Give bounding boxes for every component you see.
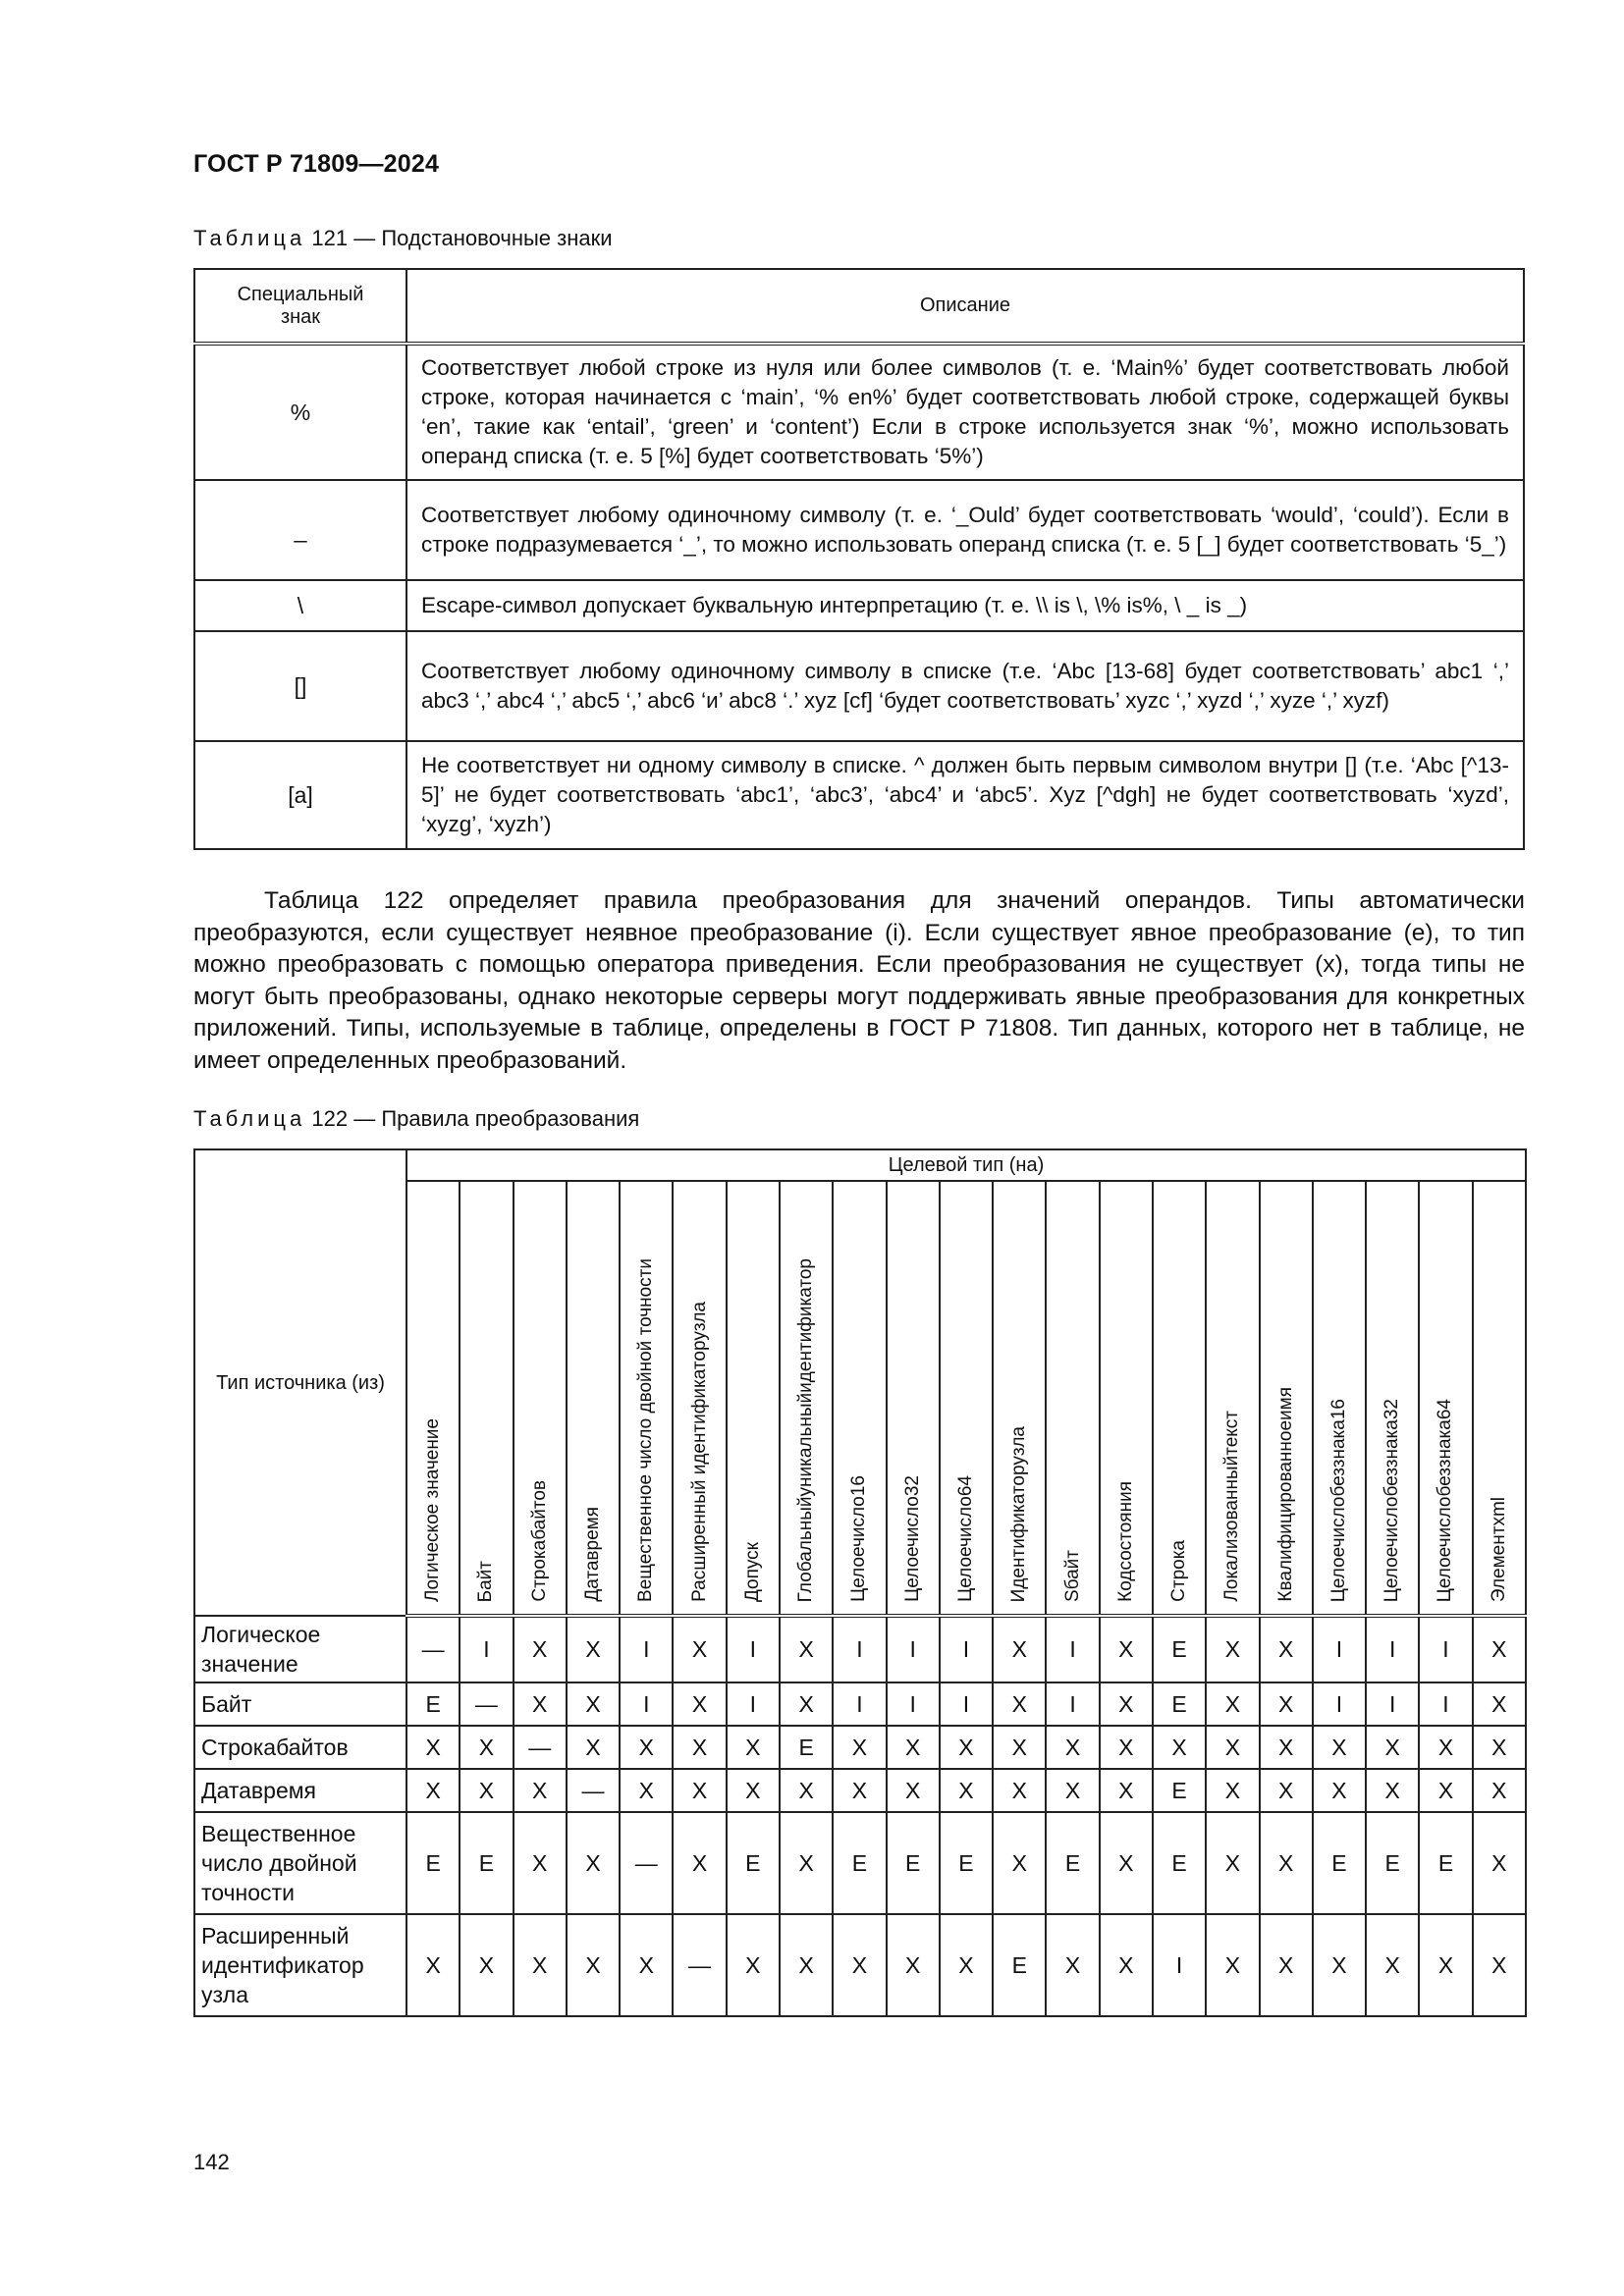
conversion-cell: X	[833, 1726, 886, 1769]
conversion-cell: X	[1366, 1726, 1419, 1769]
table-122-caption	[193, 1106, 639, 1132]
conversion-cell: —	[567, 1769, 620, 1812]
conversion-cell: X	[620, 1769, 673, 1812]
conversion-cell: X	[833, 1914, 886, 2016]
description-cell: Соответствует любому одиночному символу (т. е. ‘_Ould’ будет соответствовать ‘would’, ‘could’). Если в строке подразумевается ‘_’, то можно использовать операнд списка (т. е. 5 [_] будет соответствовать ‘5_’)	[406, 480, 1524, 580]
conversion-cell: X	[780, 1914, 833, 2016]
conversion-cell: E	[1153, 1769, 1206, 1812]
conversion-cell: E	[1313, 1812, 1366, 1914]
conversion-cell: X	[673, 1616, 726, 1682]
target-type-column-header	[406, 1181, 460, 1616]
conversion-cell: I	[833, 1616, 886, 1682]
conversion-cell: —	[460, 1682, 513, 1726]
target-type-column-header	[620, 1181, 673, 1616]
conversion-cell: I	[1046, 1616, 1099, 1682]
conversion-cell: X	[1260, 1769, 1313, 1812]
conversion-cell: E	[780, 1726, 833, 1769]
conversion-cell: X	[673, 1769, 726, 1812]
conversion-row	[194, 1812, 1526, 1914]
conversion-cell: X	[567, 1726, 620, 1769]
wildcard-row	[194, 580, 1524, 631]
conversion-cell: —	[673, 1914, 726, 2016]
conversion-cell: I	[727, 1682, 780, 1726]
conversion-cell: E	[406, 1682, 460, 1726]
conversion-cell: X	[993, 1726, 1046, 1769]
conversion-row	[194, 1726, 1526, 1769]
column-label: Квалифицированноеимя	[1274, 1387, 1296, 1602]
conversion-cell: X	[1313, 1769, 1366, 1812]
source-type-label: Датавремя	[194, 1769, 406, 1812]
conversion-cell: X	[1100, 1682, 1153, 1726]
conversion-cell: X	[620, 1914, 673, 2016]
conversion-row	[194, 1682, 1526, 1726]
conversion-cell: X	[780, 1616, 833, 1682]
source-type-header: Тип источника (из)	[194, 1149, 406, 1616]
header-description: Описание	[406, 269, 1524, 344]
conversion-cell: I	[940, 1682, 993, 1726]
special-symbol-cell: _	[194, 480, 406, 580]
conversion-cell: X	[1206, 1726, 1259, 1769]
special-symbol-cell: []	[194, 631, 406, 741]
conversion-cell: X	[567, 1616, 620, 1682]
conversion-cell: X	[1366, 1914, 1419, 2016]
wildcard-row	[194, 631, 1524, 741]
conversion-cell: E	[993, 1914, 1046, 2016]
conversion-cell: X	[780, 1769, 833, 1812]
column-label: Байт	[475, 1560, 497, 1602]
conversion-cell: X	[1473, 1682, 1526, 1726]
column-label: Целоечисло64	[954, 1475, 976, 1602]
special-symbol-cell: %	[194, 344, 406, 480]
target-type-column-header	[1419, 1181, 1472, 1616]
wildcard-row	[194, 480, 1524, 580]
description-cell: Escape-символ допускает буквальную интерпретацию (т. е. \\ is \, \% is%, \ _ is _)	[406, 580, 1524, 631]
conversion-cell: X	[1260, 1726, 1313, 1769]
conversion-cell: X	[887, 1769, 940, 1812]
column-label: Элементxml	[1488, 1496, 1509, 1602]
conversion-cell: X	[673, 1726, 726, 1769]
wildcard-row	[194, 741, 1524, 849]
conversion-cell: I	[620, 1682, 673, 1726]
conversion-cell: X	[833, 1769, 886, 1812]
conversion-cell: X	[727, 1769, 780, 1812]
conversion-cell: X	[1473, 1726, 1526, 1769]
conversion-cell: X	[887, 1914, 940, 2016]
conversion-cell: X	[1260, 1812, 1313, 1914]
conversion-cell: —	[406, 1616, 460, 1682]
column-label: Глобальныйуникальныйидентификатор	[795, 1257, 817, 1602]
conversion-cell: X	[673, 1812, 726, 1914]
conversion-cell: X	[1100, 1616, 1153, 1682]
column-label: Расширенный идентификаторузла	[688, 1302, 710, 1602]
conversion-cell: X	[567, 1682, 620, 1726]
column-label: Допуск	[741, 1541, 763, 1602]
conversion-cell: X	[514, 1769, 567, 1812]
conversion-cell: I	[887, 1682, 940, 1726]
column-label: Целоечисло32	[901, 1475, 923, 1602]
target-type-column-header	[1100, 1181, 1153, 1616]
conversion-cell: —	[514, 1726, 567, 1769]
conversion-cell: I	[1366, 1616, 1419, 1682]
conversion-cell: I	[1153, 1914, 1206, 2016]
column-label: Sбайт	[1061, 1549, 1083, 1602]
conversion-cell: X	[514, 1812, 567, 1914]
conversion-cell: X	[1046, 1769, 1099, 1812]
conversion-cell: X	[1206, 1914, 1259, 2016]
conversion-cell: X	[1260, 1682, 1313, 1726]
column-label: Датавремя	[581, 1507, 603, 1602]
header-special-symbol: Специальный знак	[194, 269, 406, 344]
conversion-cell: X	[406, 1769, 460, 1812]
column-label: Целоечислобеззнака16	[1327, 1398, 1349, 1602]
conversion-cell: I	[940, 1616, 993, 1682]
column-label: Строкабайтов	[528, 1480, 550, 1602]
conversion-rules-table	[193, 1148, 1527, 2017]
conversion-cell: —	[620, 1812, 673, 1914]
conversion-cell: I	[1313, 1616, 1366, 1682]
conversion-cell: X	[567, 1812, 620, 1914]
conversion-cell: E	[727, 1812, 780, 1914]
conversion-cell: X	[993, 1682, 1046, 1726]
target-type-column-header	[1260, 1181, 1313, 1616]
conversion-cell: X	[727, 1914, 780, 2016]
special-symbol-cell: \	[194, 580, 406, 631]
caption-text: 121 — Подстановочные знаки	[311, 226, 613, 250]
conversion-cell: X	[1100, 1812, 1153, 1914]
source-type-label: Строкабайтов	[194, 1726, 406, 1769]
conversion-cell: E	[833, 1812, 886, 1914]
conversion-cell: I	[1419, 1682, 1472, 1726]
column-label: Строка	[1168, 1540, 1190, 1602]
conversion-cell: X	[1206, 1812, 1259, 1914]
document-header: ГОСТ Р 71809—2024	[193, 150, 440, 178]
conversion-row	[194, 1616, 1526, 1682]
body-paragraph: Таблица 122 определяет правила преобразования для значений операндов. Типы автоматически преобразуются, если существует неявное преобразование (i). Если существует явное преобразование (e), то тип можно преобразовать с помощью оператора приведения. Если преобразования не существует (x), тогда типы не могут быть преобразованы, однако некоторые серверы могут поддерживать явные преобразования для конкретных приложений. Типы, используемые в таблице, определены в ГОСТ Р 71808. Тип данных, которого нет в таблице, не имеет определенных преобразований.	[193, 887, 1525, 1074]
target-type-column-header	[887, 1181, 940, 1616]
conversion-cell: E	[1366, 1812, 1419, 1914]
column-label: Целоечисло16	[848, 1475, 870, 1602]
conversion-cell: X	[1206, 1769, 1259, 1812]
conversion-cell: X	[1206, 1682, 1259, 1726]
conversion-cell: X	[993, 1769, 1046, 1812]
conversion-row	[194, 1914, 1526, 2016]
conversion-cell: X	[514, 1682, 567, 1726]
target-type-column-header	[1206, 1181, 1259, 1616]
source-type-label: Вещественное число двойной точности	[194, 1812, 406, 1914]
conversion-cell: E	[940, 1812, 993, 1914]
conversion-cell: E	[1046, 1812, 1099, 1914]
conversion-cell: X	[727, 1726, 780, 1769]
description-cell: Соответствует любой строке из нуля или более символов (т. е. ‘Main%’ будет соответствовать любой строке, которая начинается с ‘main’, ‘% en%’ будет соответствовать любой строке, содержащей буквы ‘en’, такие как ‘entail’, ‘green’ и ‘content’) Если в строке используется знак ‘%’, можно использовать операнд списка (т. е. 5 [%] будет соответствовать ‘5%’)	[406, 344, 1524, 480]
page-number: 142	[193, 2150, 230, 2174]
conversion-cell: X	[1100, 1914, 1153, 2016]
conversion-cell: E	[1153, 1682, 1206, 1726]
conversion-cell: I	[833, 1682, 886, 1726]
conversion-cell: X	[1100, 1769, 1153, 1812]
conversion-cell: X	[460, 1769, 513, 1812]
conversion-cell: X	[1313, 1726, 1366, 1769]
conversion-cell: E	[460, 1812, 513, 1914]
table-121-caption	[193, 226, 613, 251]
conversion-cell: X	[1366, 1769, 1419, 1812]
column-label: Локализованныйтекст	[1221, 1411, 1243, 1602]
conversion-cell: X	[406, 1914, 460, 2016]
column-label: Целоечислобеззнака64	[1435, 1398, 1456, 1602]
column-label: Идентификаторузла	[1008, 1425, 1030, 1602]
conversion-cell: E	[887, 1812, 940, 1914]
conversion-cell: I	[1366, 1682, 1419, 1726]
conversion-cell: X	[406, 1726, 460, 1769]
target-type-column-header	[993, 1181, 1046, 1616]
conversion-cell: X	[1100, 1726, 1153, 1769]
conversion-cell: X	[940, 1914, 993, 2016]
caption-label: Таблица	[193, 226, 306, 250]
conversion-cell: X	[1313, 1914, 1366, 2016]
conversion-cell: X	[460, 1914, 513, 2016]
source-type-label: Расширенный идентификатор узла	[194, 1914, 406, 2016]
conversion-cell: E	[406, 1812, 460, 1914]
target-type-column-header	[514, 1181, 567, 1616]
conversion-cell: X	[1473, 1812, 1526, 1914]
conversion-cell: X	[1473, 1914, 1526, 2016]
conversion-cell: E	[1153, 1812, 1206, 1914]
description-cell: Не соответствует ни одному символу в списке. ^ должен быть первым символом внутри [] (т.е. ‘Abc [^13-5]’ не будет соответствовать ‘abc1’, ‘abc3’, ‘abc4’ и ‘abc5’. Xyz [^dgh] не будет соответствовать ‘xyzd’, ‘xyzg’, ‘xyzh’)	[406, 741, 1524, 849]
conversion-cell: X	[1206, 1616, 1259, 1682]
target-type-header: Целевой тип (на)	[406, 1149, 1526, 1181]
conversion-cell: X	[780, 1812, 833, 1914]
column-label: Вещественное число двойной точности	[635, 1258, 657, 1602]
conversion-cell: X	[1473, 1616, 1526, 1682]
conversion-cell: X	[1419, 1726, 1472, 1769]
conversion-cell: I	[460, 1616, 513, 1682]
conversion-cell: X	[993, 1812, 1046, 1914]
conversion-cell: I	[887, 1616, 940, 1682]
target-type-column-header	[567, 1181, 620, 1616]
conversion-cell: X	[1419, 1769, 1472, 1812]
target-type-column-header	[780, 1181, 833, 1616]
target-type-column-header	[673, 1181, 726, 1616]
column-label: Целоечислобеззнака32	[1381, 1398, 1403, 1602]
conversion-cell: I	[1419, 1616, 1472, 1682]
conversion-cell: X	[887, 1726, 940, 1769]
conversion-cell: X	[1419, 1914, 1472, 2016]
conversion-cell: X	[1046, 1726, 1099, 1769]
conversion-cell: X	[514, 1914, 567, 2016]
conversion-cell: E	[1153, 1616, 1206, 1682]
wildcard-row	[194, 344, 1524, 480]
source-type-label: Логическое значение	[194, 1616, 406, 1682]
target-type-column-header	[460, 1181, 513, 1616]
conversion-cell: I	[1313, 1682, 1366, 1726]
target-type-column-header	[1046, 1181, 1099, 1616]
target-type-column-header	[1473, 1181, 1526, 1616]
wildcards-table	[193, 268, 1525, 850]
target-type-column-header	[833, 1181, 886, 1616]
target-type-column-header	[1153, 1181, 1206, 1616]
conversion-cell: X	[940, 1769, 993, 1812]
conversion-cell: X	[1473, 1769, 1526, 1812]
conversion-cell: I	[1046, 1682, 1099, 1726]
target-type-column-header	[727, 1181, 780, 1616]
conversion-row	[194, 1769, 1526, 1812]
conversion-cell: X	[1046, 1914, 1099, 2016]
target-type-column-header	[940, 1181, 993, 1616]
conversion-cell: X	[780, 1682, 833, 1726]
conversion-cell: X	[567, 1914, 620, 2016]
caption-label: Таблица	[193, 1106, 306, 1131]
column-label: Логическое значение	[422, 1418, 444, 1602]
special-symbol-cell: [a]	[194, 741, 406, 849]
conversion-cell: X	[1153, 1726, 1206, 1769]
conversion-cell: E	[1419, 1812, 1472, 1914]
conversion-cell: X	[514, 1616, 567, 1682]
conversion-cell: X	[673, 1682, 726, 1726]
caption-text: 122 — Правила преобразования	[311, 1106, 640, 1131]
conversion-cell: I	[727, 1616, 780, 1682]
conversion-cell: X	[993, 1616, 1046, 1682]
conversion-cell: I	[620, 1616, 673, 1682]
description-cell: Соответствует любому одиночному символу в списке (т.е. ‘Abc [13-68] будет соответствовать’ abc1 ‘,’ abc3 ‘,’ abc4 ‘,’ abc5 ‘,’ abc6 ‘и’ abc8 ‘.’ xyz [cf] ‘будет соответствовать’ xyzc ‘,’ xyzd ‘,’ xyze ‘,’ xyzf)	[406, 631, 1524, 741]
conversion-cell: X	[620, 1726, 673, 1769]
target-type-column-header	[1366, 1181, 1419, 1616]
target-type-column-header	[1313, 1181, 1366, 1616]
conversion-cell: X	[1260, 1914, 1313, 2016]
conversion-cell: X	[940, 1726, 993, 1769]
conversion-cell: X	[460, 1726, 513, 1769]
source-type-label: Байт	[194, 1682, 406, 1726]
conversion-cell: X	[1260, 1616, 1313, 1682]
column-label: Кодсостояния	[1114, 1481, 1136, 1602]
